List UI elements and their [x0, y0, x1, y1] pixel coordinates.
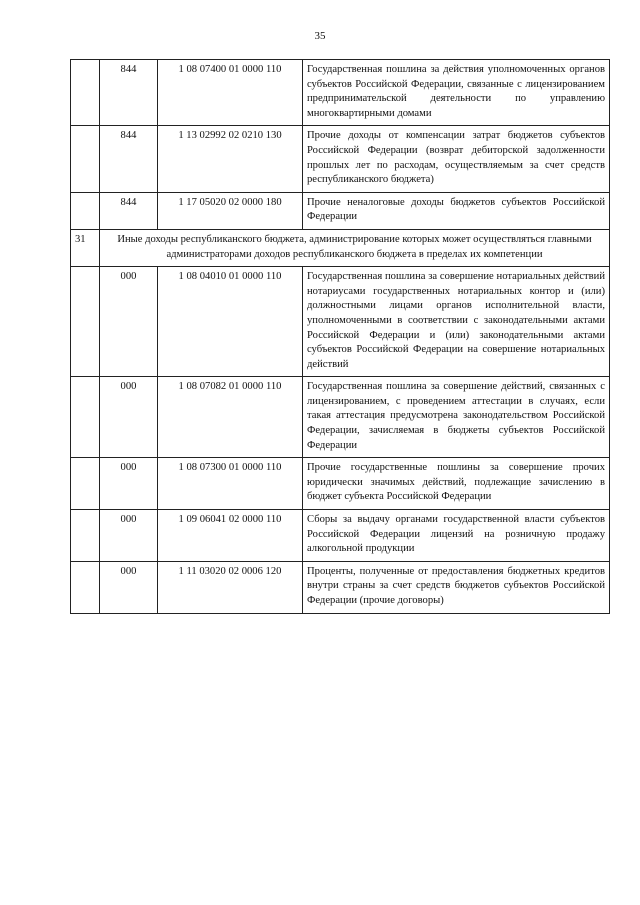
admin-code-cell: 000 [100, 267, 158, 377]
page-number: 35 [314, 30, 326, 42]
row-number-cell [71, 267, 100, 377]
income-name-cell: Проценты, полученные от предоставления бюджетных кредитов внутри страны за счет средств бюджетов субъектов Российской Федерации (прочие договоры) [303, 561, 610, 613]
row-number-cell [71, 126, 100, 192]
row-number-cell [71, 60, 100, 126]
income-name-cell: Сборы за выдачу органами государственной власти субъектов Российской Федерации лицензий на розничную продажу алкогольной продукции [303, 510, 610, 562]
admin-code-cell: 844 [100, 60, 158, 126]
table-row [71, 377, 610, 458]
income-code-cell: 1 09 06041 02 0000 110 [158, 510, 303, 562]
income-code-cell: 1 08 07300 01 0000 110 [158, 458, 303, 510]
income-code-cell: 1 17 05020 02 0000 180 [158, 192, 303, 229]
admin-code-cell: 000 [100, 458, 158, 510]
table-row [71, 192, 610, 229]
income-codes-table [70, 59, 610, 614]
table-row [71, 126, 610, 192]
section-row [71, 229, 610, 266]
income-code-cell: 1 08 04010 01 0000 110 [158, 267, 303, 377]
income-name-cell: Прочие неналоговые доходы бюджетов субъектов Российской Федерации [303, 192, 610, 229]
income-code-cell: 1 13 02992 02 0210 130 [158, 126, 303, 192]
income-name-cell: Прочие государственные пошлины за совершение прочих юридически значимых действий, подлежащие зачислению в бюджет субъекта Российской Федерации [303, 458, 610, 510]
admin-code-cell: 000 [100, 510, 158, 562]
table-row [71, 267, 610, 377]
row-number-cell [71, 377, 100, 458]
income-name-cell: Государственная пошлина за действия уполномоченных органов субъектов Российской Федерации, связанные с лицензированием предпринимательской деятельности по управлению многоквартирными домами [303, 60, 610, 126]
admin-code-cell: 000 [100, 377, 158, 458]
admin-code-cell: 000 [100, 561, 158, 613]
income-code-cell: 1 11 03020 02 0006 120 [158, 561, 303, 613]
income-name-cell: Государственная пошлина за совершение нотариальных действий нотариусами государственных нотариальных контор и (или) должностными лицами органов исполнительной власти, уполномоченными в соответствии с законодательными актами Российской Федерации и (или) законодательными актами субъектов Российской Федерации на совершение нотариальных действий [303, 267, 610, 377]
section-title: Иные доходы республиканского бюджета, администрирование которых может осуществляться главными администраторами доходов республиканского бюджета в пределах их компетенции [100, 229, 610, 266]
income-name-cell: Прочие доходы от компенсации затрат бюджетов субъектов Российской Федерации (возврат дебиторской задолженности прошлых лет по расходам, осуществляемым за счет средств республиканского бюджета) [303, 126, 610, 192]
row-number-cell [71, 192, 100, 229]
income-code-cell: 1 08 07082 01 0000 110 [158, 377, 303, 458]
row-number-cell [71, 458, 100, 510]
admin-code-cell: 844 [100, 126, 158, 192]
row-number-cell [71, 510, 100, 562]
income-name-cell: Государственная пошлина за совершение действий, связанных с лицензированием, с проведением аттестации в случаях, если такая аттестация предусмотрена законодательством Российской Федерации, зачисляемая в бюджеты субъектов Российской Федерации [303, 377, 610, 458]
table-row [71, 458, 610, 510]
admin-code-cell: 844 [100, 192, 158, 229]
income-code-cell: 1 08 07400 01 0000 110 [158, 60, 303, 126]
table-row [71, 60, 610, 126]
table-row [71, 510, 610, 562]
section-number: 31 [71, 229, 100, 266]
table-row [71, 561, 610, 613]
row-number-cell [71, 561, 100, 613]
